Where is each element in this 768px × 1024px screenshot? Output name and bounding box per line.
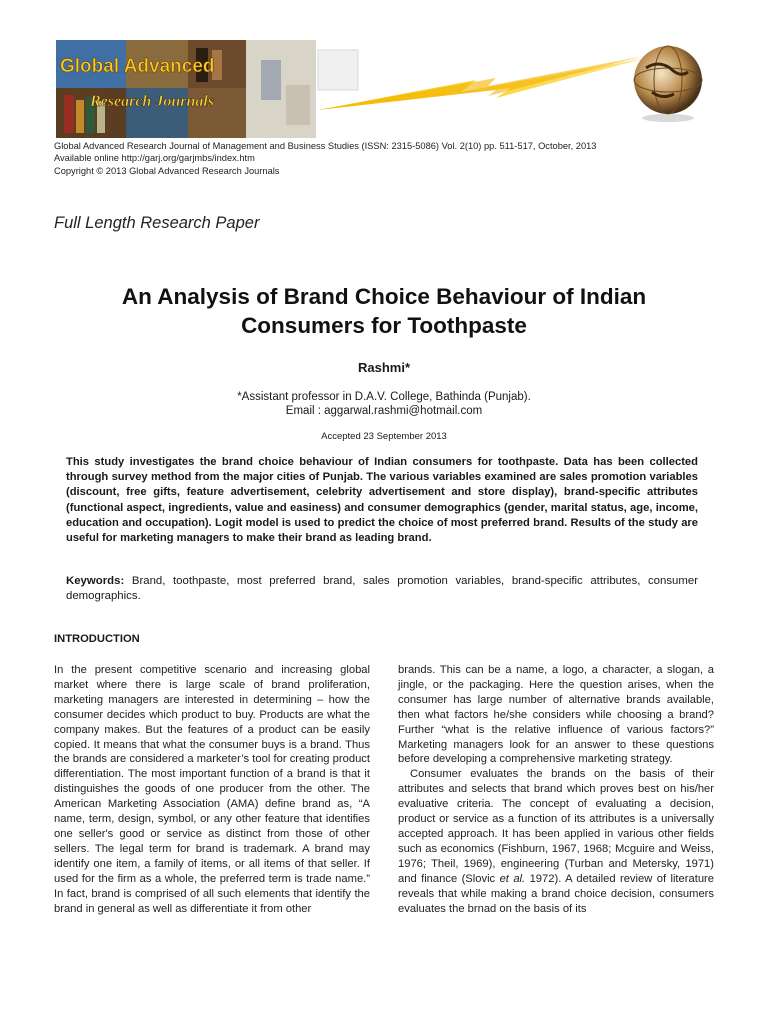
body-column-left — [54, 663, 370, 916]
journal-copyright: Copyright © 2013 Global Advanced Research Journals — [54, 165, 280, 176]
abstract: This study investigates the brand choice behaviour of Indian consumers for toothpaste. Data has been collected through survey method from the major cities of Punjab. The various variables examined are sales promotion variables (discount, free gifts, feature advertisement, celebrity advertisement and store display), brand-specific attributes (functional aspect, ingredients, value and easiness) and consumer demographics (gender, marital status, age, income, education and occupation). Logit model is used to predict the choice of most preferred brand. Results of the study are useful for marketing managers to make their brand as leading brand. — [66, 456, 698, 545]
paragraph-text-a: Consumer evaluates the brands on the basis of their attributes and selects that brand which proves best on his/her evaluative criteria. The concept of evaluating a decision, product or service as a function of its attributes is a universally accepted approach. It has been applied in various other fields such as economics (Fishburn, 1967, 1968; Mcguire and Weiss, 1976; Theil, 1969), engineering (Turban and Metersky, 1971) and finance (Slovic — [398, 768, 714, 885]
author-affiliation: *Assistant professor in D.A.V. College, Bathinda (Punjab). — [237, 391, 531, 403]
paragraph-text-b: 1972). A detailed review of literature reveals that while making a brand choice decision, consumers evaluates the brnad on the basis of its — [398, 872, 714, 915]
journal-metadata — [54, 140, 734, 177]
body-column-right — [398, 663, 714, 916]
paragraph: brands. This can be a name, a logo, a character, a slogan, a jingle, or the packaging. Here the question arises, when the consumer has large number of alternative brands available, then what factors he/she considers while choosing a brand? Further “what is the relative influence of various factors?” Marketing managers look for an answer to these questions before developing a comprehensive marketing strategy. — [398, 664, 714, 766]
journal-logo-graphic — [56, 40, 716, 140]
article-type: Full Length Research Paper — [54, 214, 260, 232]
author-email[interactable]: Email : aggarwal.rashmi@hotmail.com — [285, 405, 483, 417]
paper-title-line-2: Consumers for Toothpaste — [241, 313, 527, 338]
paper-title-line-1: An Analysis of Brand Choice Behaviour of Indian — [121, 284, 647, 309]
journal-banner — [56, 40, 716, 140]
paragraph — [398, 767, 714, 916]
keywords — [66, 574, 698, 604]
author-name: Rashmi* — [357, 360, 411, 375]
paper-title — [54, 282, 714, 340]
section-heading-introduction: INTRODUCTION — [54, 633, 140, 645]
paragraph: In the present competitive scenario and increasing global market where there is large scale of brand proliferation, marketing managers are interested in determining – how the consumer decides which product to buy. Products are what the company makes. But the features of a product can be easily copied. It means that what the consumer buys is a brand. Thus the brands are considered a marketer’s tool for creating product differentiation. The most important function of a brand is that it distinguishes the goods of one producer from the other. The American Marketing Association (AMA) define brand as, “A name, term, design, symbol, or any other feature that identifies one seller's good or service as distinct from those of other sellers. The legal term for brand is trademark. A brand may identify one item, a family of items, or all items of that seller. If used for the firm as a whole, the preferred term is trade name.” In fact, brand is comprised of all such elements that identify the brand in general as well as differentiate it from other — [54, 664, 370, 915]
keywords-label: Keywords: — [66, 575, 125, 587]
journal-url[interactable]: Available online http://garj.org/garjmbs/index.htm — [54, 153, 255, 164]
paragraph-text-italic: et al. — [499, 872, 526, 885]
keywords-text: Brand, toothpaste, most preferred brand, sales promotion variables, brand-specific attributes, consumer demographics. — [66, 575, 698, 602]
author-affiliation-block — [54, 390, 714, 418]
journal-citation: Global Advanced Research Journal of Management and Business Studies (ISSN: 2315-5086) Vol. 2(10) pp. 511-517, October, 2013 — [54, 141, 597, 151]
logo-text-global-advanced: Global Advanced — [60, 56, 215, 77]
logo-text-research-journals: Research Journals — [90, 93, 215, 110]
accepted-date: Accepted 23 September 2013 — [321, 431, 447, 442]
